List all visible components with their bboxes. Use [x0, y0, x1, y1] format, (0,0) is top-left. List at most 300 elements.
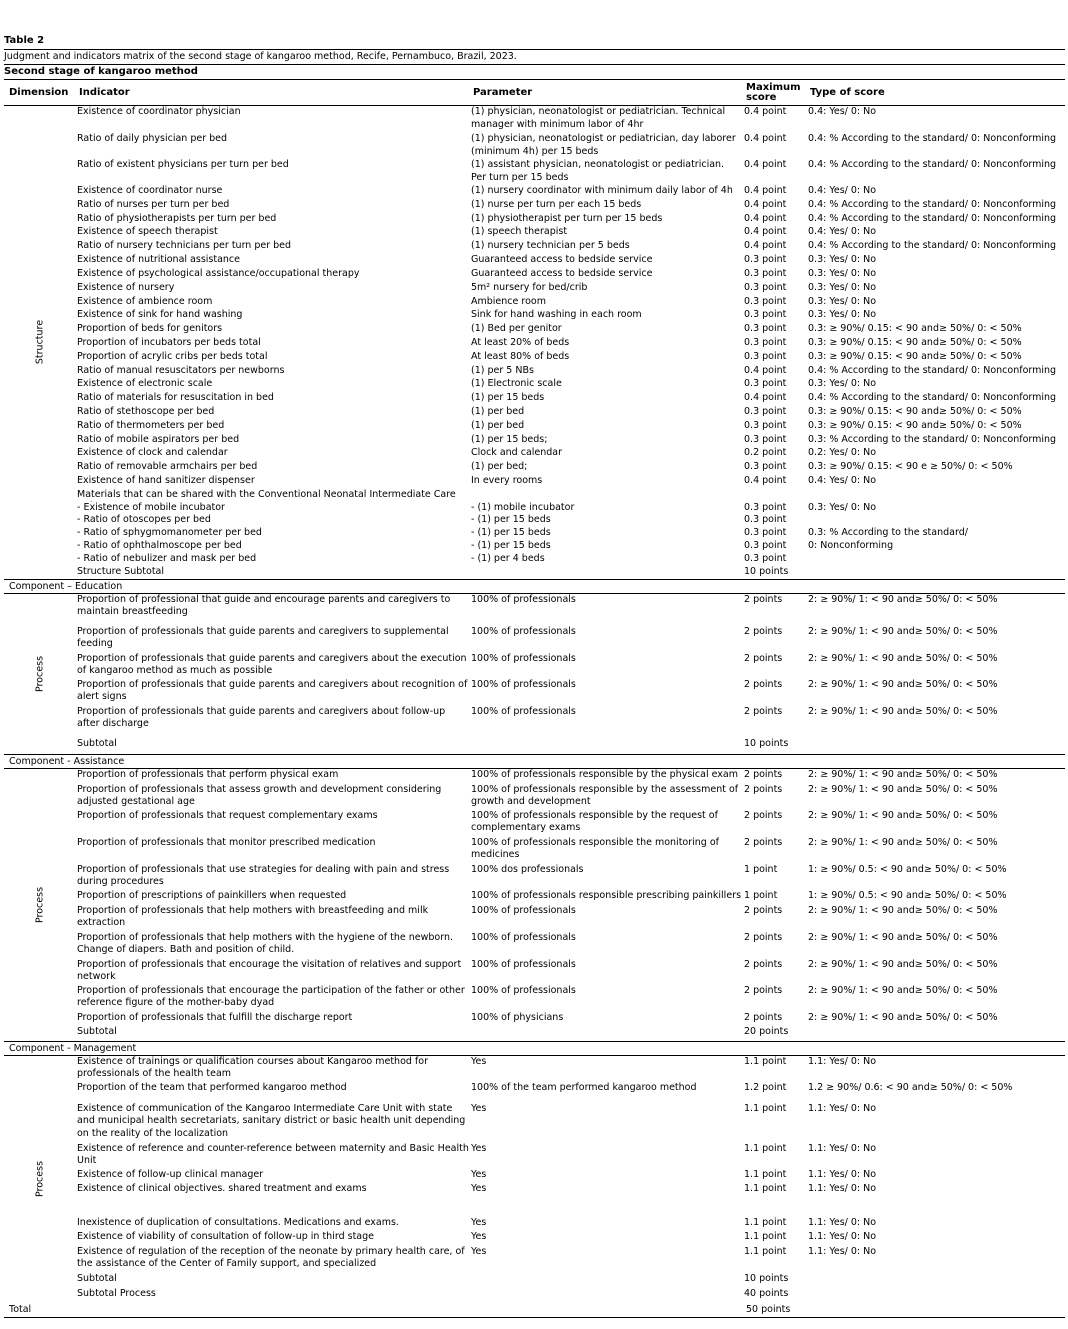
- table-row: [75, 1143, 1065, 1169]
- score-type-cell: 2: ≥ 90%/ 1: < 90 and≥ 50%/ 0: < 50%: [808, 931, 998, 943]
- indicator-cell: Structure Subtotal: [77, 565, 165, 577]
- parameter-cell: (1) nursery technician per 5 beds: [471, 239, 630, 251]
- max-score-cell: 0.3 point: [744, 405, 787, 417]
- score-type-cell: [806, 738, 1065, 754]
- score-type-cell: 2: ≥ 90%/ 1: < 90 and≥ 50%/ 0: < 50%: [808, 593, 998, 605]
- parameter-cell: 100% dos professionals: [471, 863, 584, 875]
- max-score-cell: 1.1 point: [744, 1216, 787, 1228]
- table-row: [75, 540, 1065, 553]
- max-score-cell: 0.2 point: [744, 447, 787, 458]
- table-caption: Judgment and indicators matrix of the second stage of kangaroo method, Recife, Pernambuco, Brazil, 2023.: [4, 50, 1065, 65]
- dimension-cell: [4, 1056, 75, 1303]
- score-type-cell: 2: ≥ 90%/ 1: < 90 and≥ 50%/ 0: < 50%: [808, 1011, 998, 1023]
- score-type-cell: 0.3: ≥ 90%/ 0.15: < 90 and≥ 50%/ 0: < 50%: [808, 350, 1022, 362]
- score-type-cell: 0.4: % According to the standard/ 0: Nonconforming: [808, 391, 1057, 403]
- table-block: [4, 106, 1065, 580]
- parameter-cell: (1) per 15 beds: [471, 391, 545, 403]
- score-type-cell: 2: ≥ 90%/ 1: < 90 and≥ 50%/ 0: < 50%: [808, 984, 998, 996]
- indicator-cell: Proportion of professionals that encourage the visitation of relatives and support network: [77, 958, 462, 982]
- max-score-cell: 2 points: [744, 678, 783, 690]
- table-row: [75, 1012, 1065, 1026]
- table-row: [75, 226, 1065, 240]
- max-score-cell: 1 point: [744, 863, 778, 875]
- indicator-cell: Existence of coordinator physician: [77, 106, 241, 117]
- table-row: [75, 447, 1065, 461]
- max-score-cell: 2 points: [744, 836, 783, 848]
- table-row: [75, 837, 1065, 864]
- header-dimension: Dimension: [9, 86, 69, 98]
- parameter-cell: 100% of professionals: [471, 625, 576, 637]
- max-score-cell: 2 points: [744, 984, 783, 996]
- parameter-cell: Yes: [471, 1102, 487, 1114]
- max-score-cell: 2 points: [744, 593, 783, 605]
- table-body: [4, 106, 1065, 1303]
- parameter-cell: 100% of the team performed kangaroo method: [471, 1081, 697, 1093]
- table-row: [75, 553, 1065, 566]
- rows-group: [75, 106, 1065, 579]
- parameter-cell: 100% of professionals: [471, 652, 576, 664]
- max-score-cell: 2 points: [744, 1011, 783, 1023]
- table-row: [75, 566, 1065, 579]
- dimension-cell: [4, 594, 75, 754]
- max-score-cell: 1.1 point: [744, 1182, 787, 1194]
- indicator-cell: Proportion of professionals that guide parents and caregivers to supplemental feeding: [77, 625, 449, 649]
- parameter-cell: 100% of professionals: [471, 984, 576, 996]
- parameter-cell: Guaranteed access to bedside service: [471, 267, 653, 279]
- table-row: [75, 475, 1065, 489]
- parameter-cell: (1) physiotherapist per turn per 15 beds: [471, 212, 663, 224]
- indicator-cell: Ratio of removable armchairs per bed: [77, 460, 258, 472]
- score-type-cell: 0.4: % According to the standard/ 0: Nonconforming: [808, 239, 1057, 251]
- indicator-cell: Proportion of beds for genitors: [77, 322, 223, 334]
- score-type-cell: 0.3: ≥ 90%/ 0.15: < 90 and≥ 50%/ 0: < 50%: [808, 336, 1022, 348]
- header-parameter: Parameter: [473, 86, 533, 98]
- indicator-cell: Proportion of professionals that help mothers with breastfeeding and milk extraction: [77, 904, 429, 928]
- table-row: [75, 1103, 1065, 1143]
- parameter-cell: (1) per bed: [471, 405, 525, 417]
- indicator-cell: Existence of ambience room: [77, 295, 213, 307]
- indicator-cell: Proportion of professionals that request complementary exams: [77, 809, 378, 821]
- rows-group: [75, 594, 1065, 754]
- indicator-cell: Proportion of professional that guide and encourage parents and caregivers to maintain breastfeeding: [77, 593, 451, 617]
- max-score-cell: 0.3 point: [744, 526, 787, 538]
- score-type-cell: [806, 566, 1065, 579]
- indicator-cell: Inexistence of duplication of consultations. Medications and exams.: [77, 1216, 399, 1228]
- max-score-cell: 0.4 point: [744, 159, 787, 170]
- score-type-cell: [806, 1273, 1065, 1288]
- max-score-cell: 0.3 point: [744, 514, 787, 525]
- table-row: [75, 527, 1065, 540]
- score-type-cell: 1.1: Yes/ 0: No: [808, 1055, 877, 1067]
- indicator-cell: Existence of regulation of the reception of the neonate by primary health care, of the assistance of the Center of Family support, and specialized: [77, 1245, 465, 1269]
- max-score-cell: [742, 489, 806, 502]
- indicator-cell: Materials that can be shared with the Conventional Neonatal Intermediate Care: [77, 488, 456, 500]
- score-type-cell: 0.3: Yes/ 0: No: [808, 501, 877, 513]
- table-row: [75, 309, 1065, 323]
- max-score-cell: 0.4 point: [744, 185, 787, 196]
- table-row: [75, 1273, 1065, 1288]
- parameter-cell: Sink for hand washing in each room: [471, 309, 642, 320]
- score-type-cell: 1.1: Yes/ 0: No: [808, 1245, 877, 1257]
- max-score-cell: 0.4 point: [744, 199, 787, 210]
- indicator-cell: Subtotal: [77, 1272, 117, 1284]
- table-row: [75, 378, 1065, 392]
- score-type-cell: [806, 1026, 1065, 1041]
- score-type-cell: [806, 514, 1065, 527]
- max-score-cell: 0.4 point: [744, 226, 787, 237]
- parameter-cell: 100% of professionals: [471, 958, 576, 970]
- max-score-cell: 0.3 point: [744, 253, 787, 265]
- score-type-cell: [806, 553, 1065, 566]
- table-row: [75, 159, 1065, 185]
- table-row: [75, 392, 1065, 406]
- max-score-cell: 2 points: [744, 625, 783, 637]
- parameter-cell: (1) physician, neonatologist or pediatrician. Technical manager with minimum labor of 4hr: [471, 106, 726, 130]
- score-type-cell: 0.4: Yes/ 0: No: [808, 106, 877, 117]
- table-row: [75, 1169, 1065, 1183]
- score-type-cell: 2: ≥ 90%/ 1: < 90 and≥ 50%/ 0: < 50%: [808, 836, 998, 848]
- score-type-cell: 2: ≥ 90%/ 1: < 90 and≥ 50%/ 0: < 50%: [808, 705, 998, 717]
- table-container: [4, 34, 1065, 1318]
- max-score-cell: 0.3 point: [744, 309, 787, 320]
- indicator-cell: Existence of reference and counter-reference between maternity and Basic Health Unit: [77, 1142, 469, 1166]
- table-row: [75, 323, 1065, 337]
- max-score-cell: 0.4 point: [744, 106, 787, 117]
- parameter-cell: - (1) mobile incubator: [471, 501, 575, 513]
- max-score-cell: 10 points: [744, 565, 789, 577]
- score-type-cell: [806, 489, 1065, 502]
- dimension-cell: [4, 769, 75, 1041]
- table-row: [75, 959, 1065, 985]
- indicator-cell: Proportion of professionals that encourage the participation of the father or other reference figure of the mother-baby dyad: [77, 984, 465, 1008]
- score-type-cell: 0.3: Yes/ 0: No: [808, 309, 877, 320]
- parameter-cell: 100% of professionals responsible the monitoring of medicines: [471, 836, 720, 860]
- parameter-cell: [469, 738, 742, 754]
- indicator-cell: Existence of follow-up clinical manager: [77, 1168, 264, 1180]
- max-score-cell: 1.1 point: [744, 1055, 787, 1067]
- score-type-cell: 2: ≥ 90%/ 1: < 90 and≥ 50%/ 0: < 50%: [808, 652, 998, 664]
- max-score-cell: 1.1 point: [744, 1142, 787, 1154]
- indicator-cell: - Ratio of sphygmomanometer per bed: [77, 526, 262, 538]
- score-type-cell: 0.3: ≥ 90%/ 0.15: < 90 and≥ 50%/ 0: < 50%: [808, 419, 1022, 431]
- score-type-cell: 1.1: Yes/ 0: No: [808, 1168, 877, 1180]
- parameter-cell: Ambience room: [471, 295, 546, 307]
- indicator-cell: Existence of trainings or qualification courses about Kangaroo method for professionals of the health team: [77, 1055, 428, 1079]
- score-type-cell: 2: ≥ 90%/ 1: < 90 and≥ 50%/ 0: < 50%: [808, 625, 998, 637]
- header-indicator: Indicator: [79, 86, 130, 98]
- indicator-cell: Proportion of professionals that guide parents and caregivers about recognition of alert signs: [77, 678, 468, 702]
- rows-group: [75, 769, 1065, 1041]
- indicator-cell: Ratio of mobile aspirators per bed: [77, 433, 240, 445]
- total-score: 50 points: [746, 1303, 791, 1315]
- parameter-cell: - (1) per 15 beds: [471, 514, 551, 525]
- max-score-cell: 0.3 point: [744, 501, 787, 513]
- max-score-cell: 2 points: [744, 904, 783, 916]
- max-score-cell: 0.3 point: [744, 419, 787, 431]
- dimension-label: Process: [34, 1160, 45, 1198]
- indicator-cell: Existence of coordinator nurse: [77, 185, 223, 196]
- max-score-cell: 0.3 point: [744, 336, 787, 348]
- parameter-cell: 100% of professionals: [471, 593, 576, 605]
- score-type-cell: 0.4: % According to the standard/ 0: Nonconforming: [808, 159, 1057, 170]
- indicator-cell: Existence of speech therapist: [77, 226, 218, 237]
- max-score-cell: 1.1 point: [744, 1102, 787, 1114]
- score-type-cell: 1.2 ≥ 90%/ 0.6: < 90 and≥ 50%/ 0: < 50%: [808, 1081, 1013, 1093]
- total-label: Total: [9, 1303, 32, 1315]
- parameter-cell: Yes: [471, 1230, 487, 1242]
- indicator-cell: Ratio of stethoscope per bed: [77, 405, 215, 417]
- max-score-cell: 0.3 point: [744, 539, 787, 551]
- table-row: [75, 784, 1065, 810]
- parameter-cell: At least 20% of beds: [471, 336, 570, 348]
- indicator-cell: Ratio of existent physicians per turn per bed: [77, 159, 289, 170]
- indicator-cell: Existence of clinical objectives. shared treatment and exams: [77, 1182, 367, 1194]
- indicator-cell: Proportion of prescriptions of painkillers when requested: [77, 889, 347, 901]
- indicator-cell: Existence of nursery: [77, 281, 175, 293]
- indicator-cell: - Existence of mobile incubator: [77, 501, 225, 513]
- parameter-cell: 100% of professionals: [471, 931, 576, 943]
- table-row: [75, 1217, 1065, 1231]
- total-row: [4, 1303, 1065, 1318]
- table-row: [75, 653, 1065, 679]
- score-type-cell: 0.3: % According to the standard/: [808, 526, 968, 538]
- parameter-cell: (1) Electronic scale: [471, 378, 562, 389]
- parameter-cell: Yes: [471, 1168, 487, 1180]
- indicator-cell: Proportion of professionals that guide parents and caregivers about the execution of kangaroo method as much as possible: [77, 652, 467, 676]
- table-row: [75, 1246, 1065, 1273]
- parameter-cell: 100% of professionals responsible by the request of complementary exams: [471, 809, 718, 833]
- dimension-label: Process: [34, 886, 45, 923]
- parameter-cell: [469, 1026, 742, 1041]
- score-type-cell: 0.3: % According to the standard/ 0: Nonconforming: [808, 433, 1057, 445]
- max-score-cell: 0.4 point: [744, 391, 787, 403]
- parameter-cell: - (1) per 15 beds: [471, 526, 551, 538]
- column-header-row: [4, 80, 1065, 106]
- parameter-cell: [469, 489, 742, 502]
- dimension-cell: [4, 106, 75, 579]
- table-row: [75, 461, 1065, 475]
- indicator-cell: Ratio of nurses per turn per bed: [77, 199, 230, 210]
- parameter-cell: Guaranteed access to bedside service: [471, 253, 653, 265]
- score-type-cell: 0.4: % According to the standard/ 0: Nonconforming: [808, 133, 1057, 144]
- parameter-cell: 100% of professionals: [471, 904, 576, 916]
- parameter-cell: Clock and calendar: [471, 447, 563, 458]
- parameter-cell: 100% of physicians: [471, 1011, 564, 1023]
- indicator-cell: Ratio of manual resuscitators per newborns: [77, 364, 285, 376]
- score-type-cell: 0.4: % According to the standard/ 0: Nonconforming: [808, 364, 1057, 376]
- max-score-cell: 2 points: [744, 652, 783, 664]
- parameter-cell: (1) nurse per turn per each 15 beds: [471, 199, 642, 210]
- table-row: [75, 890, 1065, 905]
- score-type-cell: 0.3: Yes/ 0: No: [808, 295, 877, 307]
- score-type-cell: 0.3: Yes/ 0: No: [808, 281, 877, 293]
- parameter-cell: (1) Bed per genitor: [471, 322, 562, 334]
- indicator-cell: Proportion of professionals that perform physical exam: [77, 768, 339, 780]
- indicator-cell: Proportion of professionals that monitor prescribed medication: [77, 836, 376, 848]
- max-score-cell: 10 points: [744, 737, 789, 749]
- indicator-cell: Existence of clock and calendar: [77, 447, 228, 458]
- parameter-cell: (1) per bed;: [471, 460, 528, 472]
- indicator-cell: Proportion of professionals that use strategies for dealing with pain and stress during procedures: [77, 863, 450, 887]
- indicator-cell: Existence of sink for hand washing: [77, 309, 243, 320]
- table-row: [75, 434, 1065, 448]
- score-type-cell: 0.3: Yes/ 0: No: [808, 253, 877, 265]
- max-score-cell: 2 points: [744, 768, 783, 780]
- max-score-cell: 0.3 point: [744, 460, 787, 472]
- header-type-of-score: Type of score: [810, 86, 885, 98]
- score-type-cell: 0.4: Yes/ 0: No: [808, 226, 877, 237]
- table-row: [75, 502, 1065, 515]
- max-score-cell: 1.1 point: [744, 1245, 787, 1257]
- max-score-cell: 0.4 point: [744, 364, 787, 376]
- indicator-cell: Ratio of thermometers per bed: [77, 419, 225, 431]
- max-score-cell: 20 points: [744, 1025, 789, 1037]
- indicator-cell: - Ratio of nebulizer and mask per bed: [77, 552, 257, 564]
- indicator-cell: Proportion of professionals that guide parents and caregivers about follow-up after discharge: [77, 705, 446, 729]
- indicator-cell: Subtotal: [77, 1025, 117, 1037]
- indicator-cell: Ratio of daily physician per bed: [77, 133, 228, 144]
- dimension-label: Structure: [34, 320, 45, 365]
- score-type-cell: 1.1: Yes/ 0: No: [808, 1216, 877, 1228]
- score-type-cell: 2: ≥ 90%/ 1: < 90 and≥ 50%/ 0: < 50%: [808, 809, 998, 821]
- table-row: [75, 594, 1065, 626]
- max-score-cell: 1.1 point: [744, 1168, 787, 1180]
- parameter-cell: (1) per 5 NBs: [471, 364, 534, 376]
- parameter-cell: 100% of professionals: [471, 678, 576, 690]
- score-type-cell: 0.3: ≥ 90%/ 0.15: < 90 and≥ 50%/ 0: < 50%: [808, 322, 1022, 334]
- indicator-cell: Existence of hand sanitizer dispenser: [77, 474, 255, 486]
- indicator-cell: - Ratio of ophthalmoscope per bed: [77, 539, 242, 551]
- table-row: [75, 1026, 1065, 1041]
- table-block: [4, 769, 1065, 1042]
- score-type-cell: 0.4: Yes/ 0: No: [808, 474, 877, 486]
- score-type-cell: 1.1: Yes/ 0: No: [808, 1102, 877, 1114]
- table-row: [75, 365, 1065, 379]
- table-row: [75, 626, 1065, 653]
- max-score-cell: 0.3 point: [744, 295, 787, 307]
- max-score-cell: 0.4 point: [744, 239, 787, 251]
- indicator-cell: Existence of electronic scale: [77, 378, 213, 389]
- table-row: [75, 213, 1065, 227]
- indicator-cell: Subtotal: [77, 737, 117, 749]
- score-type-cell: 1.1: Yes/ 0: No: [808, 1230, 877, 1242]
- score-type-cell: 0: Nonconforming: [808, 539, 894, 551]
- table-row: [75, 1231, 1065, 1246]
- parameter-cell: [469, 1288, 742, 1303]
- parameter-cell: Yes: [471, 1216, 487, 1228]
- parameter-cell: Yes: [471, 1245, 487, 1257]
- score-type-cell: 0.4: % According to the standard/ 0: Nonconforming: [808, 212, 1057, 224]
- table-row: [75, 932, 1065, 959]
- score-type-cell: 0.4: Yes/ 0: No: [808, 185, 877, 196]
- table-row: [75, 337, 1065, 351]
- table-row: [75, 254, 1065, 268]
- table-row: [75, 282, 1065, 296]
- table-row: [75, 268, 1065, 282]
- score-type-cell: 0.3: ≥ 90%/ 0.15: < 90 e ≥ 50%/ 0: < 50%: [808, 460, 1013, 472]
- table-row: [75, 296, 1065, 310]
- parameter-cell: (1) assistant physician, neonatologist or pediatrician. Per turn per 15 beds: [471, 159, 725, 183]
- table-row: [75, 738, 1065, 754]
- parameter-cell: (1) per bed: [471, 419, 525, 431]
- table-row: [75, 514, 1065, 527]
- parameter-cell: Yes: [471, 1182, 487, 1194]
- rows-group: [75, 1056, 1065, 1303]
- indicator-cell: Proportion of acrylic cribs per beds total: [77, 350, 268, 362]
- indicator-cell: Existence of communication of the Kangaroo Intermediate Care Unit with state and municipal health secretariats, sanitary district or basic health unit depending on the reality of the localization: [77, 1102, 466, 1139]
- max-score-cell: 0.3 point: [744, 322, 787, 334]
- score-type-cell: 2: ≥ 90%/ 1: < 90 and≥ 50%/ 0: < 50%: [808, 768, 998, 780]
- max-score-cell: 2 points: [744, 809, 783, 821]
- max-score-cell: 0.4 point: [744, 474, 787, 486]
- max-score-cell: 0.3 point: [744, 378, 787, 389]
- table-row: [75, 420, 1065, 434]
- parameter-cell: Yes: [471, 1142, 487, 1154]
- table-row: [75, 1056, 1065, 1082]
- max-score-cell: 40 points: [744, 1287, 789, 1299]
- indicator-cell: Existence of nutritional assistance: [77, 253, 241, 265]
- score-type-cell: 2: ≥ 90%/ 1: < 90 and≥ 50%/ 0: < 50%: [808, 904, 998, 916]
- component-heading: Component - Assistance: [4, 755, 1065, 769]
- table-row: [75, 489, 1065, 502]
- table-row: [75, 769, 1065, 784]
- table-row: [75, 706, 1065, 738]
- table-row: [75, 351, 1065, 365]
- component-heading: Component - Management: [4, 1042, 1065, 1056]
- parameter-cell: At least 80% of beds: [471, 350, 570, 362]
- table-label: Table 2: [4, 34, 1065, 50]
- parameter-cell: 100% of professionals responsible by the assessment of growth and development: [471, 783, 739, 807]
- max-score-cell: 10 points: [744, 1272, 789, 1284]
- max-score-cell: 2 points: [744, 931, 783, 943]
- header-maximum-score: Maximum score: [746, 81, 801, 103]
- parameter-cell: (1) speech therapist: [471, 226, 568, 237]
- indicator-cell: Existence of viability of consultation of follow-up in third stage: [77, 1230, 374, 1242]
- indicator-cell: Proportion of the team that performed kangaroo method: [77, 1081, 347, 1093]
- table-row: [75, 106, 1065, 133]
- table-row: [75, 199, 1065, 213]
- max-score-cell: 0.4 point: [744, 212, 787, 224]
- score-type-cell: 1.1: Yes/ 0: No: [808, 1142, 877, 1154]
- score-type-cell: 1.1: Yes/ 0: No: [808, 1182, 877, 1194]
- parameter-cell: 5m² nursery for bed/crib: [471, 281, 588, 293]
- table-row: [75, 185, 1065, 199]
- parameter-cell: (1) nursery coordinator with minimum daily labor of 4h: [471, 185, 733, 196]
- indicator-cell: Existence of psychological assistance/occupational therapy: [77, 267, 360, 279]
- max-score-cell: 2 points: [744, 783, 783, 795]
- indicator-cell: Subtotal Process: [77, 1287, 156, 1299]
- table-block: [4, 1056, 1065, 1303]
- parameter-cell: [469, 1273, 742, 1288]
- indicator-cell: Ratio of physiotherapists per turn per bed: [77, 212, 277, 224]
- indicator-cell: Ratio of nursery technicians per turn per bed: [77, 239, 292, 251]
- score-type-cell: 1: ≥ 90%/ 0.5: < 90 and≥ 50%/ 0: < 50%: [808, 889, 1007, 901]
- max-score-cell: 1.1 point: [744, 1230, 787, 1242]
- score-type-cell: [806, 1288, 1065, 1303]
- indicator-cell: Proportion of professionals that fulfill the discharge report: [77, 1011, 353, 1023]
- score-type-cell: 2: ≥ 90%/ 1: < 90 and≥ 50%/ 0: < 50%: [808, 958, 998, 970]
- parameter-cell: (1) per 15 beds;: [471, 433, 548, 445]
- table-row: [75, 864, 1065, 890]
- table-row: [75, 679, 1065, 706]
- component-heading: Component – Education: [4, 580, 1065, 594]
- indicator-cell: - Ratio of otoscopes per bed: [77, 514, 211, 525]
- indicator-cell: Proportion of professionals that assess growth and development considering adjusted gestational age: [77, 783, 442, 807]
- indicator-cell: Ratio of materials for resuscitation in bed: [77, 391, 274, 403]
- dimension-label: Process: [34, 655, 45, 692]
- table-row: [75, 1288, 1065, 1303]
- max-score-cell: 0.3 point: [744, 267, 787, 279]
